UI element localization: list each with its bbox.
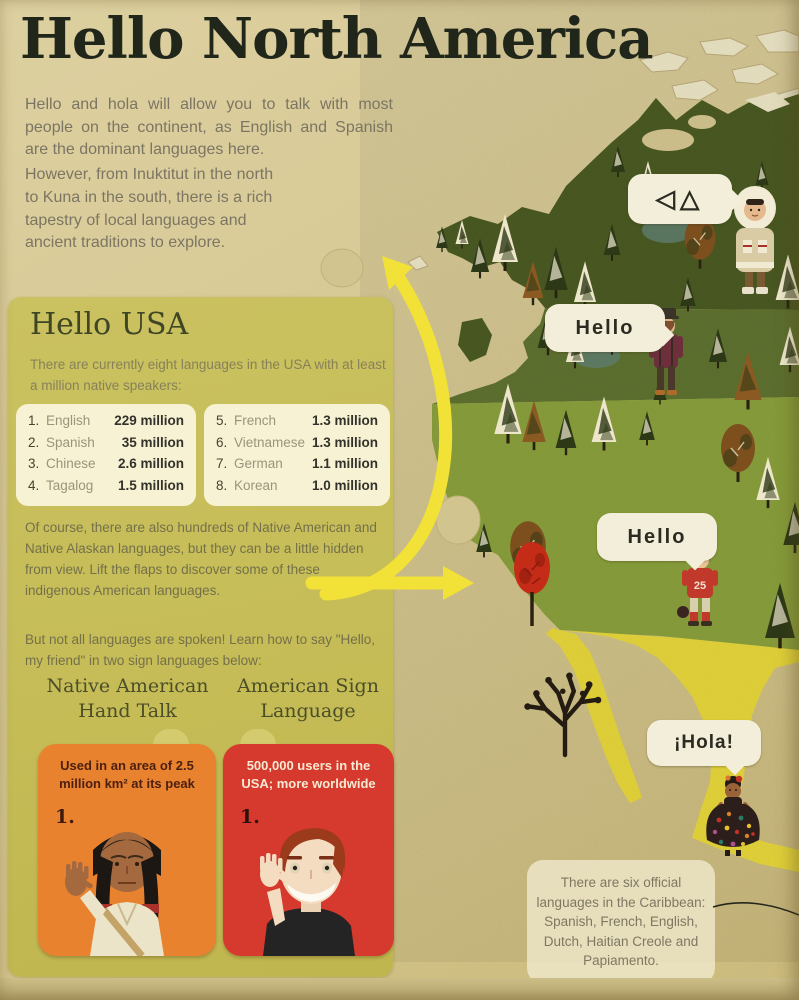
rank: 7. (216, 456, 228, 471)
language-row (216, 456, 378, 471)
rank: 3. (28, 456, 40, 471)
intro-text-wide: Hello and hola will allow you to talk with most people on the continent, as English and Spanish are the dominant languages here. (25, 96, 393, 159)
language-row (216, 478, 378, 493)
page-bottom-edge (0, 978, 799, 1000)
intro-text-narrow: However, from Inuktitut in the north to Kuna in the south, there is a rich tapestry of local languages and ancient traditions to explore. (25, 166, 274, 252)
language-row (28, 413, 184, 428)
language-list-card-2 (204, 404, 390, 506)
asl-fact: 500,000 users in the USA; more worldwide (241, 758, 376, 791)
language-name: English (46, 413, 91, 428)
speaker-count: 1.5 million (117, 477, 184, 493)
language-row (216, 413, 378, 428)
intro-paragraph (25, 94, 397, 255)
heading-line: Language (260, 699, 356, 722)
language-name: French (234, 413, 277, 428)
rank: 6. (216, 434, 228, 450)
rank: 2. (28, 434, 40, 450)
flaps-paragraph: Of course, there are also hundreds of Native American and Native Alaskan languages, but they can be a little hidden from view. Lift the flaps to discover some of these indigenous American languages. (25, 520, 377, 598)
rank: 5. (216, 413, 228, 428)
heading-line: Hand Talk (78, 699, 177, 722)
speaker-count: 1.1 million (311, 456, 378, 471)
native-american-woman (38, 806, 216, 956)
step-label: 1. (240, 806, 260, 828)
language-name: Tagalog (46, 477, 94, 493)
language-row (28, 435, 184, 450)
hand-talk-flap-card[interactable] (38, 744, 216, 956)
speaker-count: 35 million (121, 434, 184, 450)
speaker-count: 229 million (114, 413, 184, 428)
language-row (28, 478, 184, 493)
jersey-number: 25 (693, 580, 707, 592)
language-name: Spanish (46, 434, 95, 450)
speech-bubble-inuktitut: ◁△ (628, 174, 732, 224)
language-list-card-1 (16, 404, 196, 506)
speaker-count: 1.3 million (311, 413, 378, 428)
usa-subtitle: There are currently eight languages in the USA with at least a million native speakers: (30, 357, 386, 393)
rank: 4. (28, 477, 40, 493)
speech-bubble-hola: ¡Hola! (647, 720, 761, 766)
language-name: German (234, 456, 283, 471)
speaker-count: 1.3 million (311, 434, 378, 450)
speech-bubble-hello-canada: Hello (545, 304, 665, 352)
heading-line: American Sign (237, 675, 379, 697)
rank: 1. (28, 413, 40, 428)
speaker-count: 2.6 million (117, 456, 184, 471)
caribbean-note: There are six official languages in the Caribbean: Spanish, French, English, Dutch, Haitian Creole and Papiamento. (527, 860, 715, 984)
asl-signing-man (223, 806, 394, 956)
language-row (216, 435, 378, 450)
speaker-count: 1.0 million (311, 477, 378, 493)
rank: 8. (216, 477, 228, 493)
sign-language-paragraph: But not all languages are spoken! Learn how to say "Hello, my friend" in two sign languages below: (25, 632, 376, 668)
usa-heading: Hello USA (30, 307, 189, 342)
language-name: Korean (234, 477, 278, 493)
hand-talk-heading (40, 674, 215, 723)
speech-bubble-hello-usa: Hello (597, 513, 717, 561)
step-label: 1. (55, 806, 75, 828)
heading-line: Native American (46, 675, 209, 697)
language-name: Chinese (46, 456, 96, 471)
language-name: Vietnamese (234, 434, 306, 450)
asl-heading (222, 674, 394, 723)
asl-flap-card[interactable] (223, 744, 394, 956)
language-row (28, 456, 184, 471)
hand-talk-fact: Used in an area of 2.5 million km² at its peak (59, 758, 195, 791)
page-title: Hello North America (20, 6, 653, 72)
